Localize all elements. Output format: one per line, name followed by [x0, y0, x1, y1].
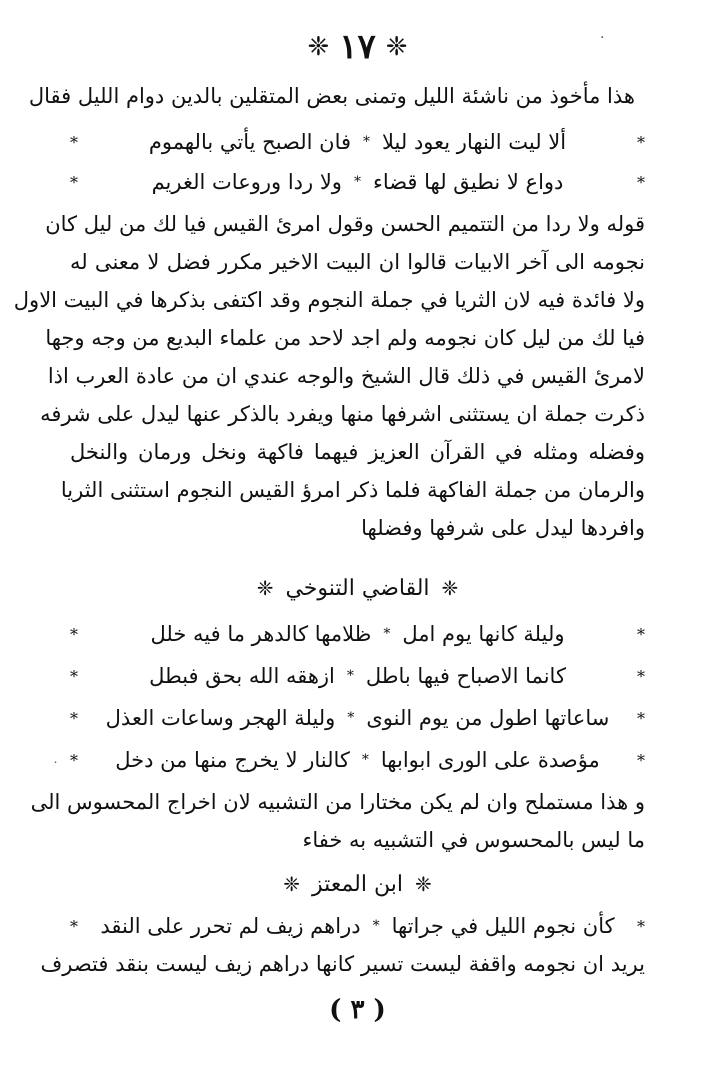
paragraph-line: ما ليس بالمحسوس في التشبيه به خفاء — [302, 828, 645, 852]
ornament-icon: ❈ — [283, 872, 301, 896]
star-icon: * — [363, 134, 371, 150]
section-title-text: ابن المعتز — [312, 871, 403, 897]
star-icon: * — [372, 918, 380, 934]
verse-second-hemistich: فان الصبح يأتي بالهموم — [148, 130, 352, 154]
verse-second-hemistich: ولا ردا وروعات الغريم — [151, 170, 342, 194]
verse-first-hemistich: كانما الاصباح فيها باطل — [365, 664, 566, 688]
star-icon: * — [637, 132, 645, 152]
verse-line — [60, 162, 655, 202]
paragraph-line: وفضله ومثله في القرآن العزيز فيهما فاكهة ونخل ورمان والنخل — [70, 440, 645, 464]
verse-second-hemistich: كالنار لا يخرج منها من دخل — [115, 748, 350, 772]
paragraph-line: قوله ولا ردا من التتميم الحسن وقول امرئ القيس فيا لك من ليل كان — [45, 212, 645, 236]
star-icon: * — [637, 750, 645, 770]
star-icon: * — [70, 172, 78, 192]
paragraph-line: وافردها ليدل على شرفها وفضلها — [361, 516, 645, 540]
verse-line — [60, 740, 655, 780]
star-icon: * — [70, 708, 78, 728]
verse-first-hemistich: مؤصدة على الورى ابوابها — [380, 748, 600, 772]
verse-first-hemistich: كأن نجوم الليل في جراتها — [391, 914, 615, 938]
intro-line: هذا مأخوذ من ناشئة الليل وتمنى بعض المتقلين بالدين دوام الليل فقال — [28, 84, 635, 108]
verse-line — [60, 614, 655, 654]
star-icon: * — [353, 174, 361, 190]
speck-mark: ˙ — [52, 760, 59, 776]
verse-line — [60, 906, 655, 946]
paragraph-line: لامرئ القيس في ذلك قال الشيخ والوجه عندي ان من عادة العرب اذا — [47, 364, 645, 388]
paragraph-line: ذكرت جملة ان يستثنى اشرفها منها ويفرد بالذكر عنها ليدل على شرفه — [40, 402, 645, 426]
ornament-icon: ❈ — [307, 32, 330, 62]
paragraph-line: يريد ان نجومه واقفة ليست تسير كانها دراهم زيف ليست بنقد فتصرف — [40, 952, 645, 976]
star-icon: * — [637, 916, 645, 936]
verse-second-hemistich: ازهقه الله بحق فبطل — [149, 664, 335, 688]
paragraph-line: والرمان من جملة الفاكهة فلما ذكر امرؤ القيس النجوم استثنى الثريا — [60, 478, 645, 502]
star-icon: * — [637, 624, 645, 644]
verse-first-hemistich: ساعاتها اطول من يوم النوى — [366, 706, 610, 730]
paragraph-line: ولا فائدة فيه لان الثريا في جملة النجوم وقد اكتفى بذكرها في البيت الاول — [13, 288, 645, 312]
signature-mark: ( ٣ ) — [329, 995, 386, 1025]
star-icon: * — [637, 172, 645, 192]
star-icon: * — [70, 750, 78, 770]
verse-first-hemistich: وليلة كانها يوم امل — [402, 622, 565, 646]
star-icon: * — [70, 624, 78, 644]
section-title — [0, 568, 715, 608]
paragraph-line: و هذا مستملح وان لم يكن مختارا من التشبيه لان اخراج المحسوس الى — [30, 790, 645, 814]
paragraph-line: نجومه الى آخر الابيات قالوا ان البيت الاخير مكرر فضل لا معنى له — [70, 250, 645, 274]
verse-second-hemistich: ظلامها كالدهر ما فيه خلل — [150, 622, 372, 646]
section-title-text: القاضي التنوخي — [285, 575, 430, 601]
verse-line — [60, 698, 655, 738]
star-icon: * — [637, 708, 645, 728]
verse-second-hemistich: وليلة الهجر وساعات العذل — [105, 706, 336, 730]
verse-second-hemistich: دراهم زيف لم تحرر على النقد — [100, 914, 361, 938]
verse-line — [60, 122, 655, 162]
star-icon: * — [361, 752, 369, 768]
paragraph-line: فيا لك من ليل كان نجومه ولم اجد لاحد من علماء البديع من وجه وجها — [45, 326, 645, 350]
star-icon: * — [70, 916, 78, 936]
ornament-icon: ❈ — [256, 576, 274, 600]
ornament-icon: ❈ — [385, 32, 408, 62]
page-number: ١٧ — [339, 27, 376, 67]
verse-line — [60, 656, 655, 696]
verse-first-hemistich: ألا ليت النهار يعود ليلا — [382, 130, 567, 154]
star-icon: * — [347, 710, 355, 726]
ornament-icon: ❈ — [414, 872, 432, 896]
verse-first-hemistich: دواع لا نطيق لها قضاء — [372, 170, 564, 194]
star-icon: * — [637, 666, 645, 686]
ornament-icon: ❈ — [441, 576, 459, 600]
star-icon: * — [383, 626, 391, 642]
section-title — [0, 864, 715, 904]
star-icon: * — [346, 668, 354, 684]
star-icon: * — [70, 132, 78, 152]
star-icon: * — [70, 666, 78, 686]
page-header — [0, 22, 715, 72]
speck-mark: · — [600, 30, 605, 46]
